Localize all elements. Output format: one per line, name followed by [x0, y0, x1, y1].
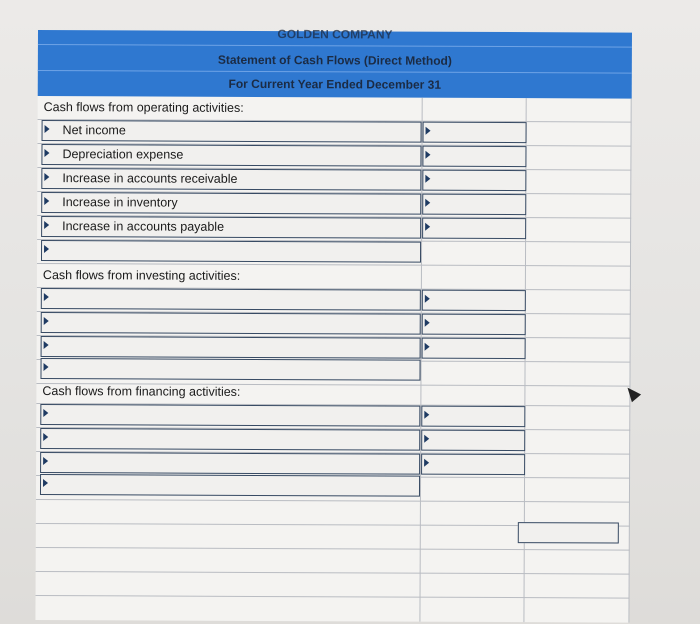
grid-row — [37, 264, 631, 291]
financing-line-3-label-field[interactable] — [40, 452, 420, 475]
operating-line-5-amount-field[interactable] — [422, 218, 526, 239]
financing-line-1-amount-field[interactable] — [421, 406, 525, 427]
dropdown-caret-icon — [44, 197, 49, 205]
dropdown-caret-icon — [43, 479, 48, 487]
grid-row — [36, 572, 630, 599]
dropdown-caret-icon — [43, 433, 48, 441]
investing-line-2-amount-field[interactable] — [422, 314, 526, 335]
grid-row — [38, 96, 632, 123]
operating-line-4-amount-field[interactable] — [422, 194, 526, 215]
dropdown-caret-icon — [44, 341, 49, 349]
dropdown-caret-icon — [44, 363, 49, 371]
operating-line-2-label-field[interactable] — [41, 144, 421, 167]
net-change-total-field[interactable] — [518, 522, 619, 543]
dropdown-caret-icon — [425, 199, 430, 207]
dropdown-caret-icon — [43, 409, 48, 417]
dropdown-caret-icon — [44, 317, 49, 325]
statement-period: For Current Year Ended December 31 — [228, 76, 442, 92]
statement-header — [38, 27, 632, 99]
investing-line-1-amount-field[interactable] — [422, 290, 526, 311]
financing-line-3-amount-field[interactable] — [421, 454, 525, 475]
dropdown-caret-icon — [425, 319, 430, 327]
cash-flow-worksheet — [35, 27, 632, 623]
dropdown-caret-icon — [425, 343, 430, 351]
financing-line-2-amount-field[interactable] — [421, 430, 525, 451]
investing-line-2-label-field[interactable] — [41, 312, 421, 335]
dropdown-caret-icon — [43, 457, 48, 465]
dropdown-caret-icon — [424, 411, 429, 419]
operating-item-label: Increase in accounts payable — [62, 219, 225, 234]
financing-heading: Cash flows from financing activities: — [42, 384, 241, 399]
operating-line-4-label-field[interactable] — [41, 192, 421, 215]
header-divider — [38, 70, 632, 74]
investing-line-3-amount-field[interactable] — [422, 338, 526, 359]
grid-row — [36, 380, 630, 407]
statement-title: Statement of Cash Flows (Direct Method) — [217, 52, 452, 68]
investing-heading: Cash flows from investing activities: — [42, 268, 241, 283]
dropdown-caret-icon — [44, 245, 49, 253]
dropdown-caret-icon — [425, 175, 430, 183]
financing-line-2-label-field[interactable] — [40, 428, 420, 451]
operating-total-label-field[interactable] — [41, 240, 421, 263]
operating-line-1-label-field[interactable] — [42, 120, 422, 143]
financing-total-label-field[interactable] — [40, 474, 420, 497]
dropdown-caret-icon — [44, 173, 49, 181]
grid-row — [36, 548, 630, 575]
dropdown-caret-icon — [425, 223, 430, 231]
dropdown-caret-icon — [44, 221, 49, 229]
investing-line-1-label-field[interactable] — [41, 288, 421, 311]
operating-line-3-label-field[interactable] — [41, 168, 421, 191]
operating-line-5-label-field[interactable] — [41, 216, 421, 239]
operating-line-1-amount-field[interactable] — [423, 122, 527, 143]
operating-line-2-amount-field[interactable] — [422, 146, 526, 167]
dropdown-caret-icon — [45, 125, 50, 133]
investing-line-3-label-field[interactable] — [41, 336, 421, 359]
operating-item-label: Depreciation expense — [62, 147, 184, 162]
dropdown-caret-icon — [426, 127, 431, 135]
financing-line-1-label-field[interactable] — [40, 404, 420, 427]
investing-total-label-field[interactable] — [40, 358, 420, 381]
operating-item-label: Net income — [62, 123, 126, 138]
header-divider — [38, 44, 632, 48]
operating-line-3-amount-field[interactable] — [422, 170, 526, 191]
dropdown-caret-icon — [424, 459, 429, 467]
company-name: GOLDEN COMPANY — [277, 27, 393, 42]
dropdown-caret-icon — [425, 295, 430, 303]
operating-item-label: Increase in inventory — [62, 195, 178, 210]
dropdown-caret-icon — [424, 435, 429, 443]
dropdown-caret-icon — [44, 293, 49, 301]
dropdown-caret-icon — [44, 149, 49, 157]
operating-item-label: Increase in accounts receivable — [62, 171, 238, 186]
dropdown-caret-icon — [425, 151, 430, 159]
operating-heading: Cash flows from operating activities: — [43, 100, 244, 115]
